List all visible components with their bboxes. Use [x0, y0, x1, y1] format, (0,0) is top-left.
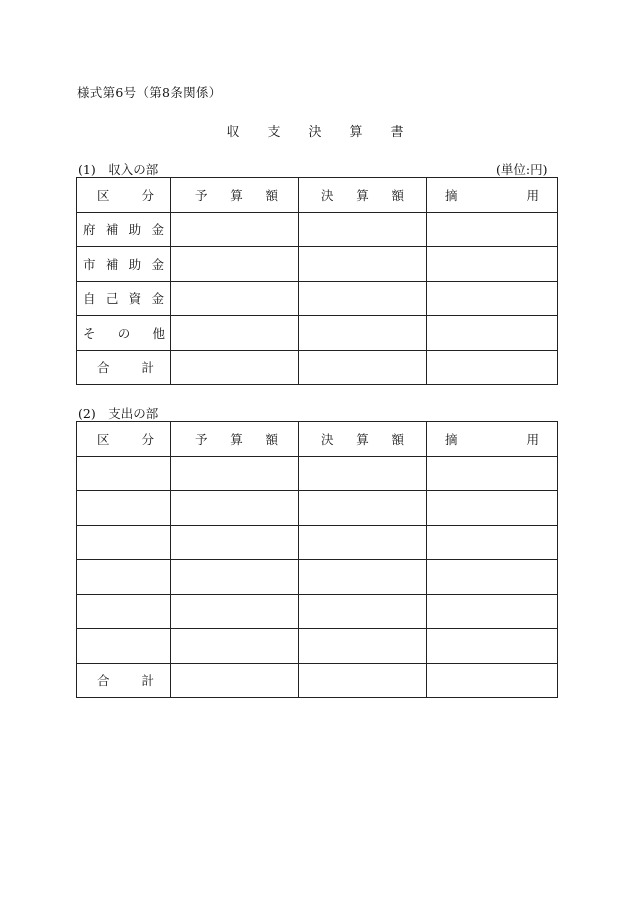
unit-label: (単位:円)	[496, 162, 548, 177]
budget-cell[interactable]	[171, 212, 299, 247]
settlement-cell[interactable]	[299, 456, 427, 491]
category-cell[interactable]	[77, 594, 171, 629]
header-remarks: 摘 用	[427, 178, 558, 213]
table-row	[77, 560, 558, 595]
document-title	[0, 121, 630, 140]
remarks-cell[interactable]	[427, 629, 558, 664]
remarks-cell[interactable]	[427, 560, 558, 595]
budget-cell[interactable]	[171, 281, 299, 316]
header-category: 区 分	[77, 422, 171, 457]
row-category: そ の 他	[77, 316, 171, 351]
remarks-cell[interactable]	[427, 281, 558, 316]
budget-cell[interactable]	[171, 525, 299, 560]
table-row	[77, 491, 558, 526]
remarks-cell[interactable]	[427, 525, 558, 560]
category-cell[interactable]	[77, 525, 171, 560]
table-row	[77, 456, 558, 491]
header-settlement: 決 算 額	[299, 422, 427, 457]
expense-header-row	[77, 422, 558, 457]
table-row	[77, 212, 558, 247]
settlement-cell[interactable]	[299, 525, 427, 560]
expense-section-label: (2) 支出の部	[78, 406, 159, 421]
category-cell[interactable]	[77, 491, 171, 526]
budget-cell[interactable]	[171, 491, 299, 526]
budget-cell[interactable]	[171, 560, 299, 595]
settlement-cell[interactable]	[299, 247, 427, 282]
remarks-cell[interactable]	[427, 456, 558, 491]
header-budget: 予 算 額	[171, 178, 299, 213]
budget-cell[interactable]	[171, 316, 299, 351]
total-remarks-cell[interactable]	[427, 663, 558, 698]
total-row	[77, 663, 558, 698]
remarks-cell[interactable]	[427, 212, 558, 247]
table-row	[77, 316, 558, 351]
remarks-cell[interactable]	[427, 594, 558, 629]
header-remarks: 摘 用	[427, 422, 558, 457]
settlement-cell[interactable]	[299, 594, 427, 629]
budget-cell[interactable]	[171, 594, 299, 629]
income-section-label: (1) 収入の部	[78, 162, 159, 177]
category-cell[interactable]	[77, 560, 171, 595]
total-row	[77, 350, 558, 385]
budget-cell[interactable]	[171, 247, 299, 282]
row-category: 府 補 助 金	[77, 212, 171, 247]
income-table	[76, 177, 558, 385]
table-row	[77, 629, 558, 664]
table-row	[77, 525, 558, 560]
budget-cell[interactable]	[171, 456, 299, 491]
title-char: 書	[390, 125, 404, 140]
total-label: 合 計	[77, 663, 171, 698]
total-remarks-cell[interactable]	[427, 350, 558, 385]
remarks-cell[interactable]	[427, 491, 558, 526]
total-settlement-cell[interactable]	[299, 350, 427, 385]
title-char: 算	[349, 125, 363, 140]
settlement-cell[interactable]	[299, 212, 427, 247]
settlement-cell[interactable]	[299, 560, 427, 595]
title-char: 収	[226, 125, 240, 140]
form-number: 様式第6号（第8条関係）	[77, 85, 222, 100]
settlement-cell[interactable]	[299, 316, 427, 351]
header-budget: 予 算 額	[171, 422, 299, 457]
remarks-cell[interactable]	[427, 316, 558, 351]
total-settlement-cell[interactable]	[299, 663, 427, 698]
total-budget-cell[interactable]	[171, 350, 299, 385]
header-category: 区 分	[77, 178, 171, 213]
title-char: 支	[267, 125, 281, 140]
table-row	[77, 247, 558, 282]
category-cell[interactable]	[77, 456, 171, 491]
budget-cell[interactable]	[171, 629, 299, 664]
row-category: 市 補 助 金	[77, 247, 171, 282]
income-header-row	[77, 178, 558, 213]
total-budget-cell[interactable]	[171, 663, 299, 698]
row-category: 自 己 資 金	[77, 281, 171, 316]
header-settlement: 決 算 額	[299, 178, 427, 213]
expense-table	[76, 421, 558, 698]
table-row	[77, 594, 558, 629]
settlement-cell[interactable]	[299, 491, 427, 526]
table-row	[77, 281, 558, 316]
settlement-cell[interactable]	[299, 629, 427, 664]
title-char: 決	[308, 125, 322, 140]
category-cell[interactable]	[77, 629, 171, 664]
settlement-cell[interactable]	[299, 281, 427, 316]
total-label: 合 計	[77, 350, 171, 385]
remarks-cell[interactable]	[427, 247, 558, 282]
